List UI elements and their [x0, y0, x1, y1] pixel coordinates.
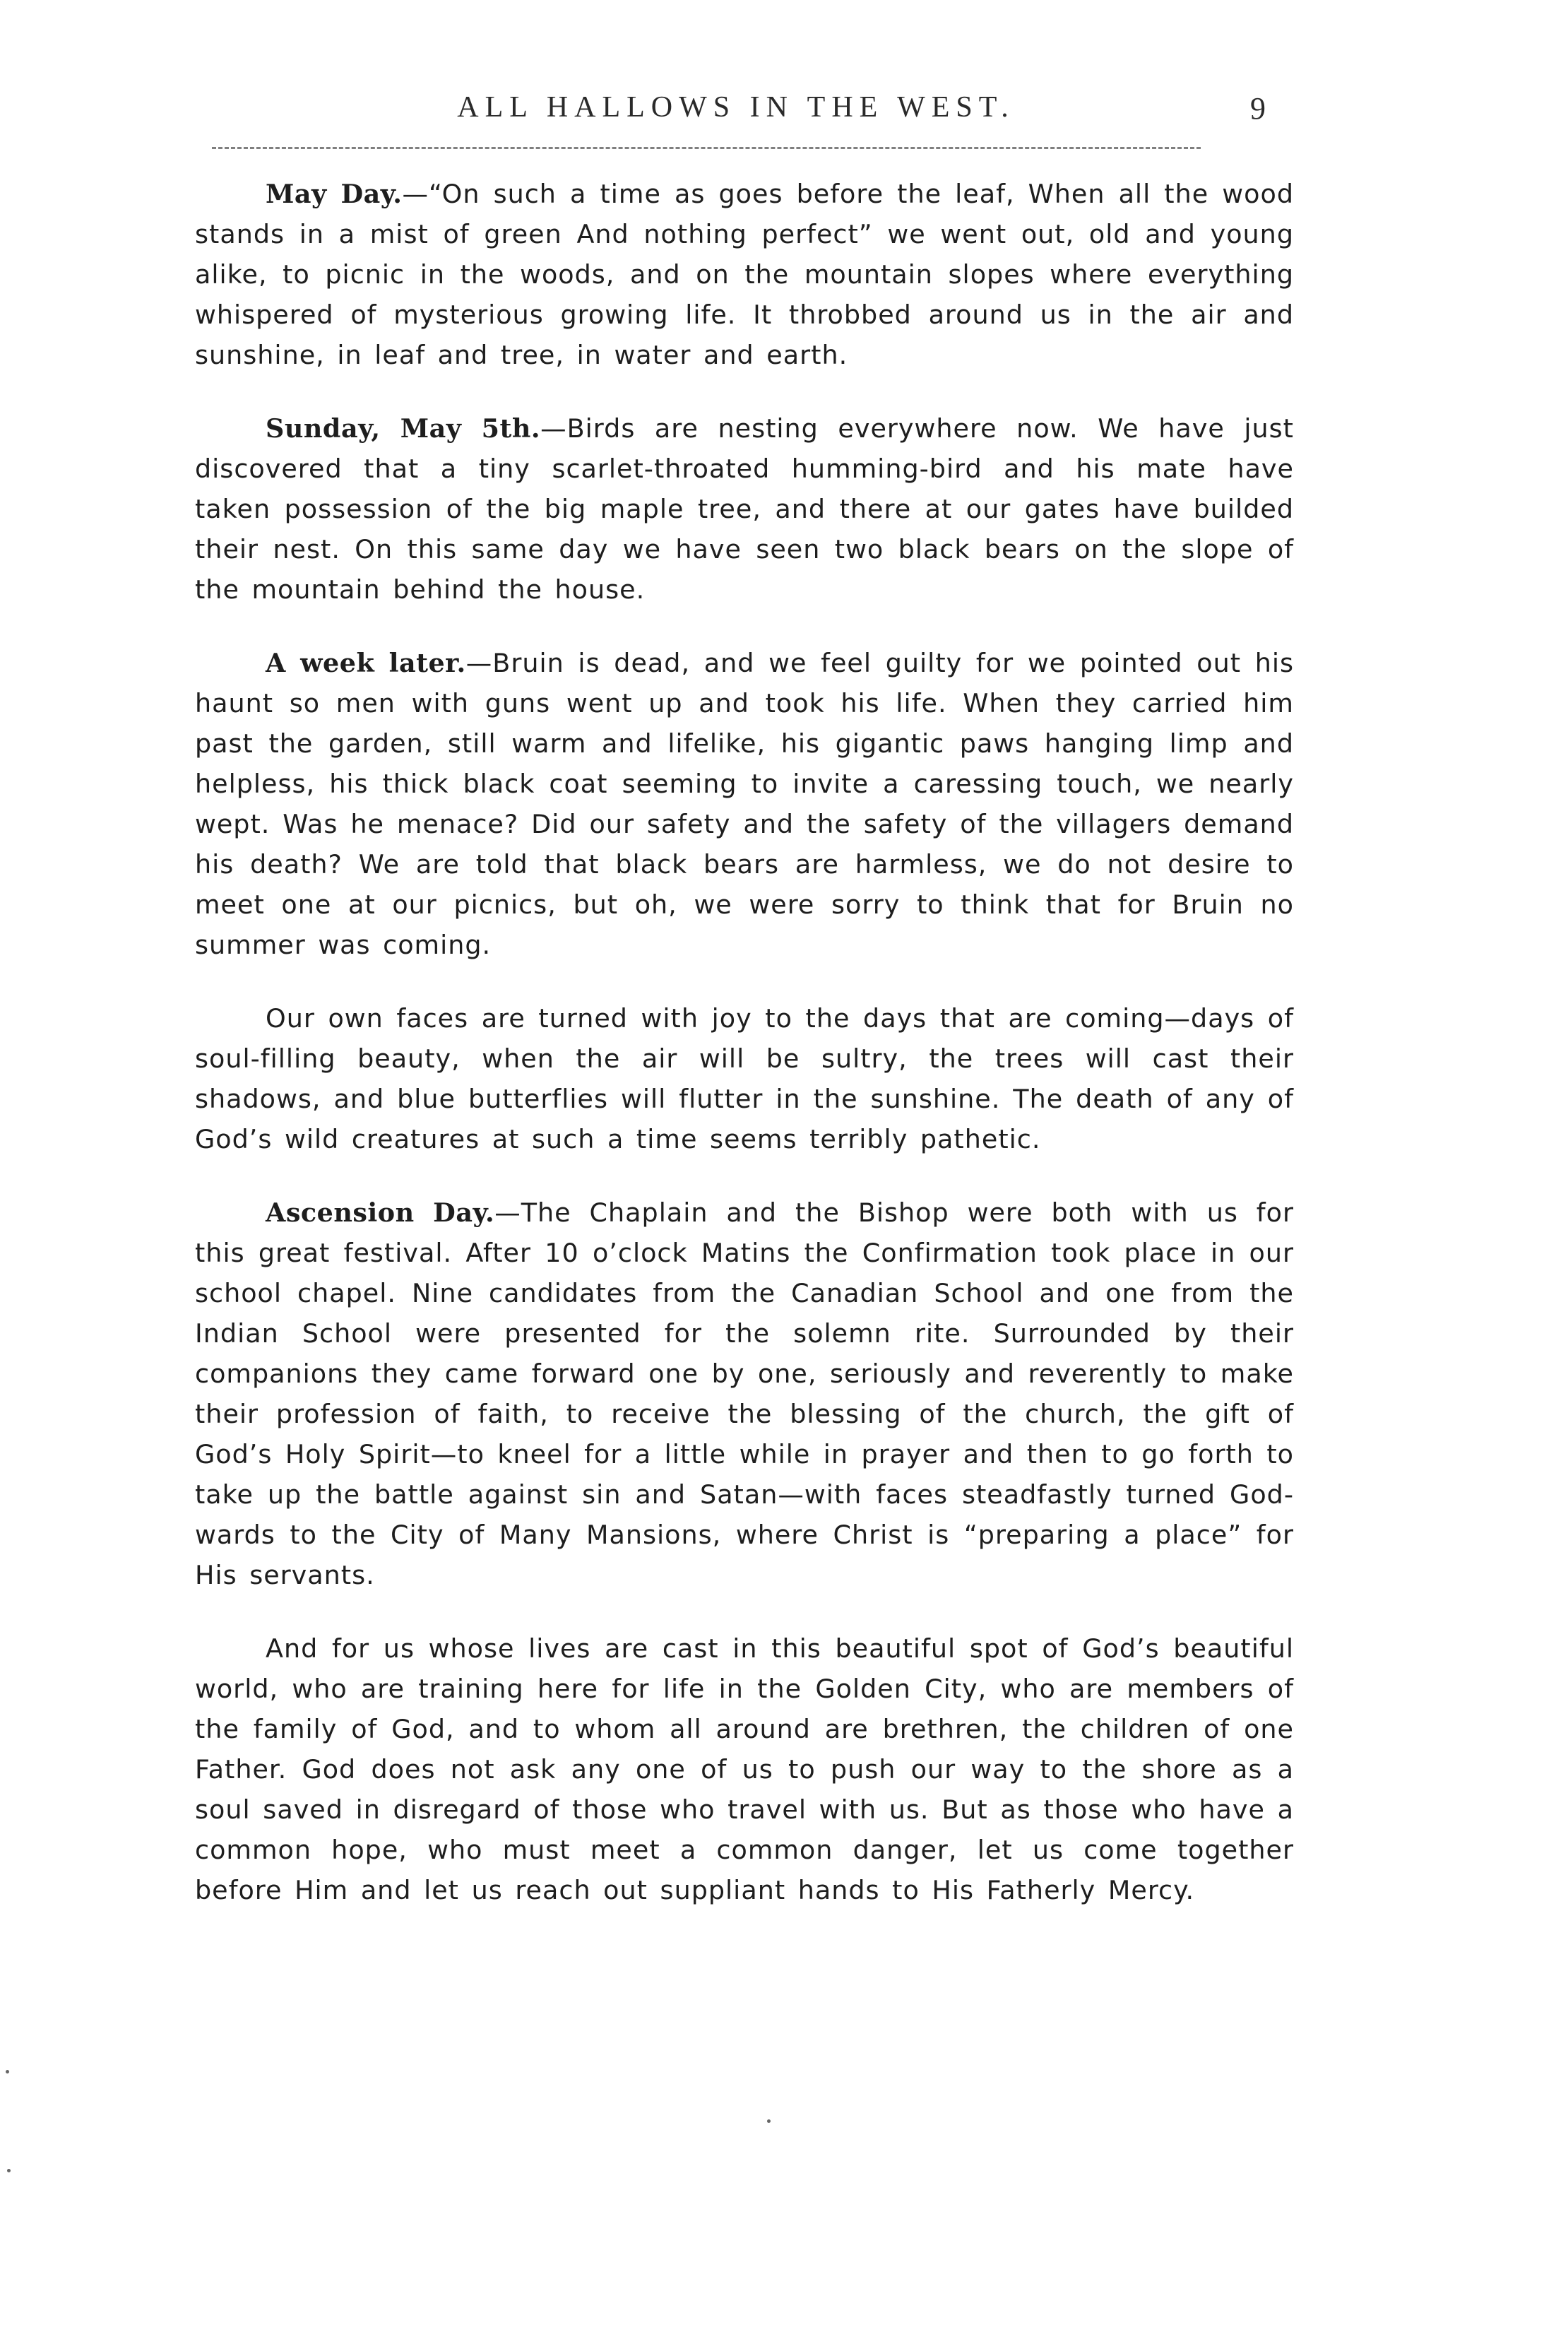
paragraph-text: —The Chaplain and the Bishop were both with us for this great festival. After 10 o’clock Matins the Confirmation took place in our school chapel. Nine candidates from the Canadian School and one from the Indian School were presented for the solemn rite. Surrounded by their companions they came forward one by one, seriously and reverently to make their profession of faith, to receive the blessing of the church, the gift of God’s Holy Spirit—to kneel for a little while in prayer and then to go forth to take up the battle against sin and Satan—with faces steadfastly turned God-wards to the City of Many Mansions, where Christ is “preparing a place” for His servants.: [195, 1197, 1294, 1590]
paragraph-heading: May Day.: [266, 179, 403, 209]
page-number: 9: [1250, 91, 1266, 126]
paragraph-text: —“On such a time as goes before the leaf, When all the wood stands in a mist of green And nothing perfect” we went out, old and young alike, to picnic in the woods, and on the mountain slopes where everything whispered of mysterious growing life. It throbbed around us in the air and sunshine, in leaf and tree, in water and earth.: [195, 179, 1294, 370]
paragraph-may-day: [195, 174, 1294, 375]
paragraph-text: Our own faces are turned with joy to the days that are coming—days of soul-filling beauty, when the air will be sultry, the trees will cast their shadows, and blue butterflies will flutter in the sunshine. The death of any of God’s wild creatures at such a time seems terribly pathetic.: [195, 1003, 1294, 1154]
paragraph-text: —Bruin is dead, and we feel guilty for we pointed out his haunt so men with guns went up and took his life. When they carried him past the garden, still warm and lifelike, his gigantic paws hanging limp and helpless, his thick black coat seeming to invite a caressing touch, we nearly wept. Was he menace? Did our safety and the safety of the villagers demand his death? We are told that black bears are harmless, we do not desire to meet one at our picnics, but oh, we were sorry to think that for Bruin no summer was coming.: [195, 648, 1295, 960]
page-header: [192, 90, 1280, 140]
scan-speck: [7, 2169, 11, 2172]
running-title: ALL HALLOWS IN THE WEST.: [457, 91, 1015, 124]
paragraph-text: —Birds are nesting everywhere now. We have just discovered that a tiny scarlet-throated humming-bird and his mate have taken possession of the big maple tree, and there at our gates have builded their nest. On this same day we have seen two black bears on the slope of the mountain behind the house.: [195, 413, 1294, 605]
paragraph-heading: A week later.: [266, 648, 466, 678]
scan-speck: [767, 2119, 771, 2123]
paragraph-heading: Ascension Day.: [266, 1197, 495, 1228]
paragraph-heading: Sunday, May 5th.: [266, 413, 541, 444]
paragraph-text: And for us whose lives are cast in this beautiful spot of God’s beautiful world, who are training here for life in the Golden City, who are members of the family of God, and to whom all around are brethren, the children of one Father. God does not ask any one of us to push our way to the shore as a soul saved in disregard of those who travel with us. But as those who have a common hope, who must meet a common danger, let us come together before Him and let us reach out suppliant hands to His Fatherly Mercy.: [195, 1633, 1294, 1905]
paragraph-sunday-may-5th: [195, 408, 1294, 610]
paragraph-and-for-us: [195, 1628, 1294, 1910]
body-text: [195, 174, 1294, 1943]
paragraph-our-own-faces: [195, 998, 1294, 1159]
paragraph-a-week-later: [195, 643, 1294, 965]
scan-speck: [6, 2070, 9, 2073]
paragraph-ascension-day: [195, 1193, 1294, 1595]
header-rule: [212, 147, 1201, 149]
